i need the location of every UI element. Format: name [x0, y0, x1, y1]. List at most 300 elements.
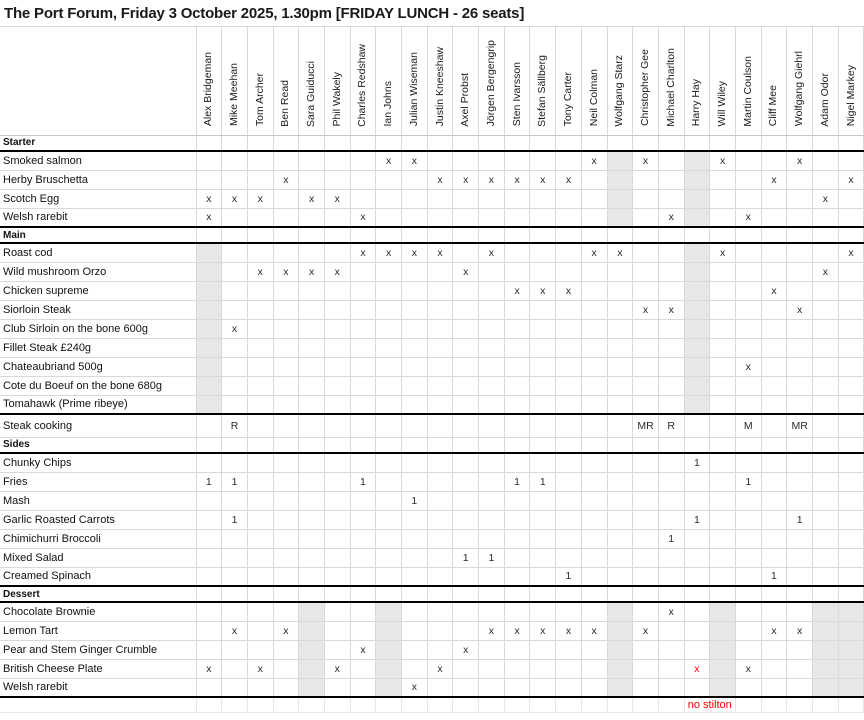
empty-cell[interactable]	[710, 659, 736, 678]
empty-cell[interactable]	[633, 338, 659, 357]
mark-cell[interactable]: x	[735, 208, 761, 227]
empty-cell[interactable]	[376, 586, 402, 602]
empty-cell[interactable]	[350, 376, 376, 395]
empty-cell[interactable]	[735, 529, 761, 548]
empty-cell[interactable]	[222, 437, 248, 453]
mark-cell[interactable]: x	[838, 170, 864, 189]
empty-cell[interactable]	[556, 437, 582, 453]
attendee-header[interactable]	[787, 27, 813, 135]
empty-cell[interactable]	[633, 602, 659, 621]
empty-cell[interactable]	[787, 227, 813, 243]
empty-cell[interactable]	[710, 510, 736, 529]
mark-cell[interactable]: 1	[658, 529, 684, 548]
empty-cell[interactable]	[376, 262, 402, 281]
empty-cell[interactable]	[761, 678, 787, 697]
mark-cell[interactable]: x	[453, 170, 479, 189]
empty-cell[interactable]	[710, 586, 736, 602]
empty-cell[interactable]	[273, 300, 299, 319]
empty-cell[interactable]	[376, 227, 402, 243]
empty-cell[interactable]	[684, 414, 710, 437]
empty-cell[interactable]	[299, 281, 325, 300]
empty-cell[interactable]	[761, 640, 787, 659]
empty-cell[interactable]	[504, 300, 530, 319]
empty-cell[interactable]	[324, 227, 350, 243]
empty-cell[interactable]	[479, 357, 505, 376]
empty-cell[interactable]	[299, 567, 325, 586]
attendee-header[interactable]	[607, 27, 633, 135]
empty-cell[interactable]	[607, 300, 633, 319]
empty-cell[interactable]	[684, 135, 710, 151]
empty-cell[interactable]	[735, 243, 761, 262]
empty-cell[interactable]	[299, 395, 325, 414]
empty-cell[interactable]	[813, 472, 839, 491]
empty-cell[interactable]	[299, 437, 325, 453]
empty-cell[interactable]	[427, 135, 453, 151]
empty-cell[interactable]	[427, 697, 453, 712]
empty-cell[interactable]	[324, 640, 350, 659]
mark-cell[interactable]: x	[787, 300, 813, 319]
empty-cell[interactable]	[376, 135, 402, 151]
empty-cell[interactable]	[453, 529, 479, 548]
empty-cell[interactable]	[633, 659, 659, 678]
attendee-header[interactable]	[735, 27, 761, 135]
attendee-header[interactable]	[196, 27, 222, 135]
empty-cell[interactable]	[556, 548, 582, 567]
empty-cell[interactable]	[376, 548, 402, 567]
mark-cell[interactable]: 1	[530, 472, 556, 491]
empty-cell[interactable]	[504, 414, 530, 437]
empty-cell[interactable]	[633, 586, 659, 602]
empty-cell[interactable]	[581, 567, 607, 586]
empty-cell[interactable]	[710, 453, 736, 472]
row-label[interactable]: Scotch Egg	[0, 189, 196, 208]
empty-cell[interactable]	[376, 491, 402, 510]
empty-cell[interactable]	[273, 243, 299, 262]
empty-cell[interactable]	[735, 262, 761, 281]
empty-cell[interactable]	[530, 491, 556, 510]
empty-cell[interactable]	[222, 357, 248, 376]
empty-cell[interactable]	[350, 227, 376, 243]
empty-cell[interactable]	[453, 491, 479, 510]
empty-cell[interactable]	[761, 453, 787, 472]
mark-cell[interactable]: x	[735, 357, 761, 376]
mark-cell[interactable]: x	[350, 243, 376, 262]
empty-cell[interactable]	[273, 395, 299, 414]
empty-cell[interactable]	[222, 243, 248, 262]
empty-cell[interactable]	[813, 319, 839, 338]
empty-cell[interactable]	[247, 529, 273, 548]
empty-cell[interactable]	[787, 281, 813, 300]
empty-cell[interactable]	[196, 414, 222, 437]
empty-cell[interactable]	[633, 243, 659, 262]
mark-cell[interactable]: x	[556, 621, 582, 640]
empty-cell[interactable]	[453, 208, 479, 227]
empty-cell[interactable]	[530, 357, 556, 376]
empty-cell[interactable]	[735, 437, 761, 453]
empty-cell[interactable]	[813, 659, 839, 678]
empty-cell[interactable]	[504, 510, 530, 529]
empty-cell[interactable]	[427, 491, 453, 510]
mark-cell[interactable]: 1	[222, 510, 248, 529]
mark-cell[interactable]: x	[735, 659, 761, 678]
empty-cell[interactable]	[402, 697, 428, 712]
empty-cell[interactable]	[222, 548, 248, 567]
empty-cell[interactable]	[684, 678, 710, 697]
empty-cell[interactable]	[504, 491, 530, 510]
empty-cell[interactable]	[633, 135, 659, 151]
empty-cell[interactable]	[247, 437, 273, 453]
row-label[interactable]: Herby Bruschetta	[0, 170, 196, 189]
empty-cell[interactable]	[273, 697, 299, 712]
empty-cell[interactable]	[607, 281, 633, 300]
empty-cell[interactable]	[633, 491, 659, 510]
empty-cell[interactable]	[761, 243, 787, 262]
mark-cell[interactable]: x	[813, 189, 839, 208]
empty-cell[interactable]	[838, 621, 864, 640]
empty-cell[interactable]	[222, 227, 248, 243]
empty-cell[interactable]	[376, 319, 402, 338]
empty-cell[interactable]	[556, 338, 582, 357]
empty-cell[interactable]	[504, 227, 530, 243]
empty-cell[interactable]	[761, 319, 787, 338]
empty-cell[interactable]	[710, 357, 736, 376]
empty-cell[interactable]	[813, 621, 839, 640]
empty-cell[interactable]	[350, 548, 376, 567]
mark-cell[interactable]: x	[222, 189, 248, 208]
empty-cell[interactable]	[607, 510, 633, 529]
empty-cell[interactable]	[735, 281, 761, 300]
empty-cell[interactable]	[453, 151, 479, 170]
empty-cell[interactable]	[581, 376, 607, 395]
empty-cell[interactable]	[222, 151, 248, 170]
empty-cell[interactable]	[787, 243, 813, 262]
section-label[interactable]: Sides	[0, 437, 196, 453]
mark-cell[interactable]: x	[710, 151, 736, 170]
empty-cell[interactable]	[761, 414, 787, 437]
empty-cell[interactable]	[710, 472, 736, 491]
empty-cell[interactable]	[247, 338, 273, 357]
mark-cell[interactable]: 1	[761, 567, 787, 586]
mark-cell[interactable]: x	[402, 243, 428, 262]
empty-cell[interactable]	[376, 300, 402, 319]
empty-cell[interactable]	[735, 586, 761, 602]
mark-cell[interactable]: x	[196, 659, 222, 678]
empty-cell[interactable]	[427, 189, 453, 208]
empty-cell[interactable]	[530, 529, 556, 548]
empty-cell[interactable]	[761, 227, 787, 243]
empty-cell[interactable]	[658, 151, 684, 170]
empty-cell[interactable]	[222, 602, 248, 621]
empty-cell[interactable]	[453, 510, 479, 529]
empty-cell[interactable]	[453, 135, 479, 151]
empty-cell[interactable]	[684, 319, 710, 338]
empty-cell[interactable]	[376, 697, 402, 712]
empty-cell[interactable]	[427, 548, 453, 567]
empty-cell[interactable]	[838, 472, 864, 491]
empty-cell[interactable]	[556, 491, 582, 510]
empty-cell[interactable]	[504, 208, 530, 227]
empty-cell[interactable]	[299, 338, 325, 357]
empty-cell[interactable]	[530, 135, 556, 151]
empty-cell[interactable]	[196, 357, 222, 376]
mark-cell[interactable]: x	[427, 170, 453, 189]
empty-cell[interactable]	[479, 586, 505, 602]
row-label[interactable]: Mixed Salad	[0, 548, 196, 567]
empty-cell[interactable]	[735, 151, 761, 170]
empty-cell[interactable]	[735, 567, 761, 586]
empty-cell[interactable]	[402, 300, 428, 319]
attendee-header[interactable]	[350, 27, 376, 135]
mark-cell[interactable]: x	[761, 170, 787, 189]
empty-cell[interactable]	[684, 227, 710, 243]
mark-cell[interactable]: x	[479, 243, 505, 262]
empty-cell[interactable]	[273, 208, 299, 227]
empty-cell[interactable]	[273, 567, 299, 586]
empty-cell[interactable]	[196, 281, 222, 300]
empty-cell[interactable]	[376, 414, 402, 437]
empty-cell[interactable]	[247, 208, 273, 227]
empty-cell[interactable]	[838, 586, 864, 602]
empty-cell[interactable]	[350, 602, 376, 621]
empty-cell[interactable]	[479, 472, 505, 491]
empty-cell[interactable]	[813, 586, 839, 602]
empty-cell[interactable]	[427, 678, 453, 697]
empty-cell[interactable]	[607, 453, 633, 472]
empty-cell[interactable]	[838, 135, 864, 151]
empty-cell[interactable]	[350, 659, 376, 678]
empty-cell[interactable]	[196, 567, 222, 586]
mark-cell[interactable]: 1	[556, 567, 582, 586]
empty-cell[interactable]	[813, 281, 839, 300]
empty-cell[interactable]	[658, 338, 684, 357]
empty-cell[interactable]	[247, 640, 273, 659]
empty-cell[interactable]	[556, 414, 582, 437]
empty-cell[interactable]	[453, 567, 479, 586]
empty-cell[interactable]	[761, 697, 787, 712]
empty-cell[interactable]	[633, 640, 659, 659]
empty-cell[interactable]	[761, 357, 787, 376]
empty-cell[interactable]	[427, 395, 453, 414]
empty-cell[interactable]	[658, 567, 684, 586]
empty-cell[interactable]	[581, 170, 607, 189]
mark-cell[interactable]: x	[273, 170, 299, 189]
mark-cell[interactable]: x	[658, 602, 684, 621]
empty-cell[interactable]	[787, 491, 813, 510]
empty-cell[interactable]	[735, 697, 761, 712]
empty-cell[interactable]	[453, 338, 479, 357]
empty-cell[interactable]	[350, 621, 376, 640]
mark-cell[interactable]: x	[324, 262, 350, 281]
empty-cell[interactable]	[556, 472, 582, 491]
attendee-header[interactable]	[247, 27, 273, 135]
empty-cell[interactable]	[196, 586, 222, 602]
empty-cell[interactable]	[453, 243, 479, 262]
empty-cell[interactable]	[813, 491, 839, 510]
empty-cell[interactable]	[607, 208, 633, 227]
empty-cell[interactable]	[581, 357, 607, 376]
empty-cell[interactable]	[402, 621, 428, 640]
empty-cell[interactable]	[324, 300, 350, 319]
empty-cell[interactable]	[607, 586, 633, 602]
empty-cell[interactable]	[787, 640, 813, 659]
empty-cell[interactable]	[324, 621, 350, 640]
empty-cell[interactable]	[402, 414, 428, 437]
mark-cell[interactable]: x	[761, 281, 787, 300]
empty-cell[interactable]	[684, 189, 710, 208]
empty-cell[interactable]	[453, 189, 479, 208]
empty-cell[interactable]	[196, 621, 222, 640]
empty-cell[interactable]	[273, 548, 299, 567]
mark-cell[interactable]: 1	[735, 472, 761, 491]
empty-cell[interactable]	[196, 262, 222, 281]
mark-cell[interactable]: x	[247, 659, 273, 678]
empty-cell[interactable]	[607, 189, 633, 208]
empty-cell[interactable]	[324, 135, 350, 151]
empty-cell[interactable]	[684, 208, 710, 227]
empty-cell[interactable]	[402, 548, 428, 567]
empty-cell[interactable]	[581, 414, 607, 437]
footnote-text[interactable]: no stilton	[684, 697, 735, 712]
empty-cell[interactable]	[813, 567, 839, 586]
empty-cell[interactable]	[581, 395, 607, 414]
empty-cell[interactable]	[787, 529, 813, 548]
mark-cell[interactable]: x	[504, 281, 530, 300]
empty-cell[interactable]	[273, 678, 299, 697]
empty-cell[interactable]	[633, 548, 659, 567]
empty-cell[interactable]	[402, 262, 428, 281]
empty-cell[interactable]	[324, 414, 350, 437]
empty-cell[interactable]	[299, 548, 325, 567]
empty-cell[interactable]	[247, 151, 273, 170]
empty-cell[interactable]	[453, 659, 479, 678]
empty-cell[interactable]	[530, 659, 556, 678]
empty-cell[interactable]	[350, 338, 376, 357]
empty-cell[interactable]	[479, 659, 505, 678]
empty-cell[interactable]	[222, 376, 248, 395]
empty-cell[interactable]	[556, 262, 582, 281]
empty-cell[interactable]	[735, 621, 761, 640]
empty-cell[interactable]	[402, 376, 428, 395]
mark-cell[interactable]: x	[530, 621, 556, 640]
empty-cell[interactable]	[299, 151, 325, 170]
empty-cell[interactable]	[196, 697, 222, 712]
empty-cell[interactable]	[273, 338, 299, 357]
empty-cell[interactable]	[222, 135, 248, 151]
attendee-header[interactable]	[324, 27, 350, 135]
empty-cell[interactable]	[633, 678, 659, 697]
empty-cell[interactable]	[324, 243, 350, 262]
empty-cell[interactable]	[196, 510, 222, 529]
empty-cell[interactable]	[247, 281, 273, 300]
empty-cell[interactable]	[710, 491, 736, 510]
empty-cell[interactable]	[530, 548, 556, 567]
empty-cell[interactable]	[813, 640, 839, 659]
empty-cell[interactable]	[710, 227, 736, 243]
empty-cell[interactable]	[556, 395, 582, 414]
empty-cell[interactable]	[479, 300, 505, 319]
empty-cell[interactable]	[350, 357, 376, 376]
empty-cell[interactable]	[787, 135, 813, 151]
empty-cell[interactable]	[556, 453, 582, 472]
empty-cell[interactable]	[222, 453, 248, 472]
empty-cell[interactable]	[787, 602, 813, 621]
row-label[interactable]: Chunky Chips	[0, 453, 196, 472]
empty-cell[interactable]	[684, 529, 710, 548]
empty-cell[interactable]	[247, 300, 273, 319]
empty-cell[interactable]	[453, 602, 479, 621]
empty-cell[interactable]	[427, 319, 453, 338]
empty-cell[interactable]	[813, 414, 839, 437]
attendee-header[interactable]	[658, 27, 684, 135]
empty-cell[interactable]	[196, 602, 222, 621]
row-label[interactable]: Chicken supreme	[0, 281, 196, 300]
empty-cell[interactable]	[787, 395, 813, 414]
empty-cell[interactable]	[196, 338, 222, 357]
empty-cell[interactable]	[607, 529, 633, 548]
empty-cell[interactable]	[761, 510, 787, 529]
empty-cell[interactable]	[838, 300, 864, 319]
empty-cell[interactable]	[838, 414, 864, 437]
empty-cell[interactable]	[273, 640, 299, 659]
empty-cell[interactable]	[581, 281, 607, 300]
empty-cell[interactable]	[196, 640, 222, 659]
empty-cell[interactable]	[479, 151, 505, 170]
empty-cell[interactable]	[299, 300, 325, 319]
empty-cell[interactable]	[427, 510, 453, 529]
attendee-header[interactable]	[299, 27, 325, 135]
empty-cell[interactable]	[556, 357, 582, 376]
empty-cell[interactable]	[787, 659, 813, 678]
empty-cell[interactable]	[247, 602, 273, 621]
empty-cell[interactable]	[658, 227, 684, 243]
empty-cell[interactable]	[581, 510, 607, 529]
mark-cell[interactable]: x	[350, 640, 376, 659]
empty-cell[interactable]	[324, 395, 350, 414]
empty-cell[interactable]	[581, 602, 607, 621]
empty-cell[interactable]	[710, 640, 736, 659]
corner-cell[interactable]	[0, 27, 196, 135]
empty-cell[interactable]	[247, 621, 273, 640]
empty-cell[interactable]	[299, 697, 325, 712]
empty-cell[interactable]	[376, 472, 402, 491]
empty-cell[interactable]	[299, 227, 325, 243]
attendee-header[interactable]	[273, 27, 299, 135]
empty-cell[interactable]	[607, 697, 633, 712]
mark-cell[interactable]: 1	[504, 472, 530, 491]
empty-cell[interactable]	[504, 262, 530, 281]
empty-cell[interactable]	[324, 602, 350, 621]
empty-cell[interactable]	[299, 640, 325, 659]
empty-cell[interactable]	[504, 697, 530, 712]
mark-cell[interactable]: x	[324, 659, 350, 678]
empty-cell[interactable]	[350, 697, 376, 712]
empty-cell[interactable]	[556, 529, 582, 548]
empty-cell[interactable]	[710, 135, 736, 151]
mark-cell[interactable]: x	[607, 243, 633, 262]
empty-cell[interactable]	[376, 640, 402, 659]
empty-cell[interactable]	[350, 281, 376, 300]
empty-cell[interactable]	[684, 491, 710, 510]
empty-cell[interactable]	[350, 262, 376, 281]
empty-cell[interactable]	[607, 602, 633, 621]
empty-cell[interactable]	[761, 437, 787, 453]
empty-cell[interactable]	[222, 529, 248, 548]
empty-cell[interactable]	[196, 319, 222, 338]
empty-cell[interactable]	[530, 414, 556, 437]
empty-cell[interactable]	[376, 357, 402, 376]
empty-cell[interactable]	[273, 135, 299, 151]
empty-cell[interactable]	[581, 678, 607, 697]
